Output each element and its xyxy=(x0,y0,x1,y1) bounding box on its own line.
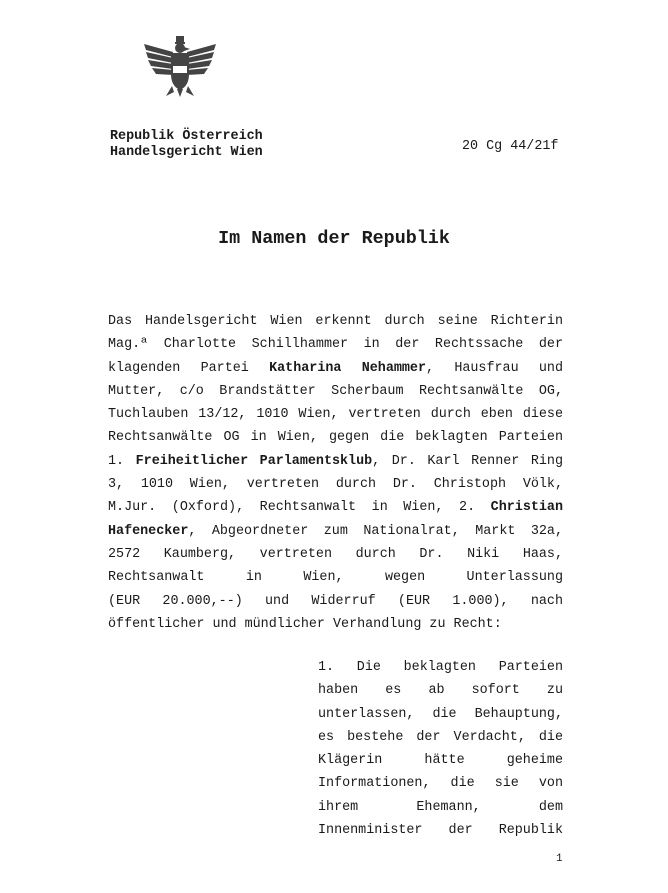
page-number: 1 xyxy=(556,853,563,865)
paragraph-line xyxy=(108,357,563,380)
verdict-line: ihrem Ehemann, dem xyxy=(318,799,563,815)
case-number: 20 Cg 44/21f xyxy=(462,139,559,154)
text-run: öffentlicher und mündlicher Verhandlung zu Recht: xyxy=(108,616,502,632)
paragraph-line xyxy=(108,473,563,496)
paragraph-line xyxy=(108,566,563,589)
text-run: (EUR 20.000,--) und Widerruf (EUR 1.000), nach xyxy=(108,593,563,609)
text-run: M.Jur. (Oxford), Rechtsanwalt in Wien, 2. xyxy=(108,500,491,516)
party-name: Christian xyxy=(490,500,563,516)
paragraph-line xyxy=(108,403,563,426)
paragraph-line xyxy=(108,310,563,333)
text-run: , Dr. Karl Renner Ring xyxy=(372,453,563,469)
paragraph-line xyxy=(108,333,563,356)
text-run: 2572 Kaumberg, vertreten durch Dr. Niki Haas, xyxy=(108,546,563,562)
paragraph-line xyxy=(108,613,563,636)
party-name: Freiheitlicher Parlamentsklub xyxy=(135,453,373,469)
verdict-line: es bestehe der Verdacht, die xyxy=(318,729,563,745)
text-run: Mag.ª Charlotte Schillhammer in der Rechtssache der xyxy=(108,337,563,353)
text-run: , Abgeordneter zum Nationalrat, Markt 32a, xyxy=(188,523,563,539)
verdict-line: Klägerin hätte geheime xyxy=(318,753,563,769)
paragraph-line xyxy=(108,496,563,519)
body-paragraph xyxy=(108,310,563,636)
verdict-line: 1. Die beklagten Parteien xyxy=(318,660,563,675)
paragraph-line xyxy=(108,543,563,566)
paragraph-line xyxy=(108,450,563,473)
paragraph-line xyxy=(108,380,563,403)
text-run: , Hausfrau und xyxy=(426,360,563,376)
text-run: 1. xyxy=(108,453,136,469)
verdict-line: unterlassen, die Behauptung, xyxy=(318,706,563,722)
party-name: Hafenecker xyxy=(108,523,189,539)
text-run: Mutter, c/o Brandstätter Scherbaum Rechtsanwälte OG, xyxy=(108,383,563,399)
verdict-line: Innenminister der Republik xyxy=(318,823,563,839)
text-run: Das Handelsgericht Wien erkennt durch seine Richterin xyxy=(108,314,563,329)
text-run: klagenden Partei xyxy=(108,360,270,376)
paragraph-line xyxy=(108,426,563,449)
text-run: Rechtsanwälte OG in Wien, gegen die beklagten Parteien xyxy=(108,430,563,446)
paragraph-line xyxy=(108,520,563,543)
coat-of-arms-eagle-icon xyxy=(142,34,218,98)
court-heading xyxy=(110,129,263,161)
document-title: Im Namen der Republik xyxy=(218,228,450,249)
text-run: Tuchlauben 13/12, 1010 Wien, vertreten durch eben diese xyxy=(108,407,563,423)
verdict-line: haben es ab sofort zu xyxy=(318,683,563,699)
text-run: Rechtsanwalt in Wien, wegen Unterlassung xyxy=(108,570,563,586)
court-country: Republik Österreich xyxy=(110,129,263,144)
paragraph-line xyxy=(108,590,563,613)
party-name: Katharina Nehammer xyxy=(269,360,426,376)
text-run: 3, 1010 Wien, vertreten durch Dr. Christoph Völk, xyxy=(108,477,563,493)
court-name: Handelsgericht Wien xyxy=(110,145,263,160)
verdict-paragraph xyxy=(318,656,563,842)
verdict-line: Informationen, die sie von xyxy=(318,776,563,792)
